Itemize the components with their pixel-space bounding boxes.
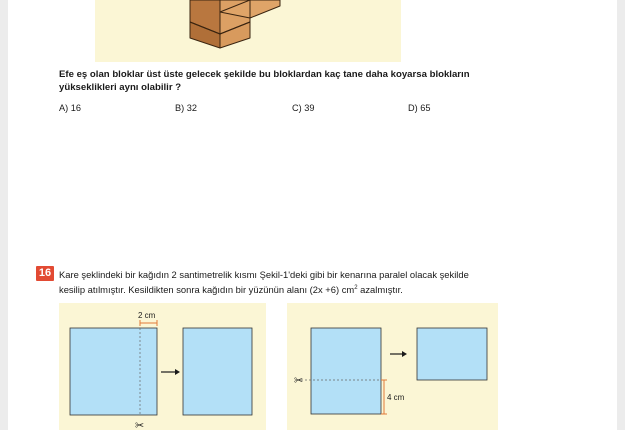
question-16-line2-end: azalmıştır.: [357, 283, 403, 295]
option-c[interactable]: C) 39: [292, 103, 315, 113]
label-2cm: 2 cm: [138, 311, 156, 320]
label-4cm: 4 cm: [387, 393, 405, 402]
question-16-line2: [59, 282, 529, 297]
worksheet-page: [8, 0, 617, 430]
cube-stack-drawing: [95, 0, 401, 62]
question-16-sup: 2: [354, 284, 358, 291]
square-paper-original-2: [311, 328, 381, 414]
blocks-illustration: [95, 0, 401, 62]
figure-2-panel: [287, 303, 498, 430]
option-d[interactable]: D) 65: [408, 103, 431, 113]
figure-2-drawing: [287, 303, 498, 430]
question-16-text: [59, 268, 529, 296]
figure-1-drawing: [59, 303, 266, 430]
option-a[interactable]: A) 16: [59, 103, 81, 113]
rectangle-paper-result-2: [417, 328, 487, 380]
rectangle-paper-result: [183, 328, 252, 415]
question-16-line2-main: kesilip atılmıştır. Kesildikten sonra kağıdın bir yüzünün alanı (2x +6) cm: [59, 283, 355, 295]
scissors-icon: ✂: [135, 419, 145, 430]
figure-1-panel: [59, 303, 266, 430]
scissors-icon: ✂: [294, 374, 304, 387]
question-number-badge: 16: [36, 266, 54, 281]
question-text-line1: Efe eş olan bloklar üst üste gelecek şekilde bu bloklardan kaç tane daha koyarsa blokların: [59, 69, 470, 80]
question-text-line2: yükseklikleri aynı olabilir ?: [59, 82, 182, 93]
option-b[interactable]: B) 32: [175, 103, 197, 113]
question-16-line1: Kare şeklindeki bir kağıdın 2 santimetrelik kısmı Şekil-1'deki gibi bir kenarına paralel olacak şekilde: [59, 269, 469, 280]
square-paper-original: [70, 328, 157, 415]
